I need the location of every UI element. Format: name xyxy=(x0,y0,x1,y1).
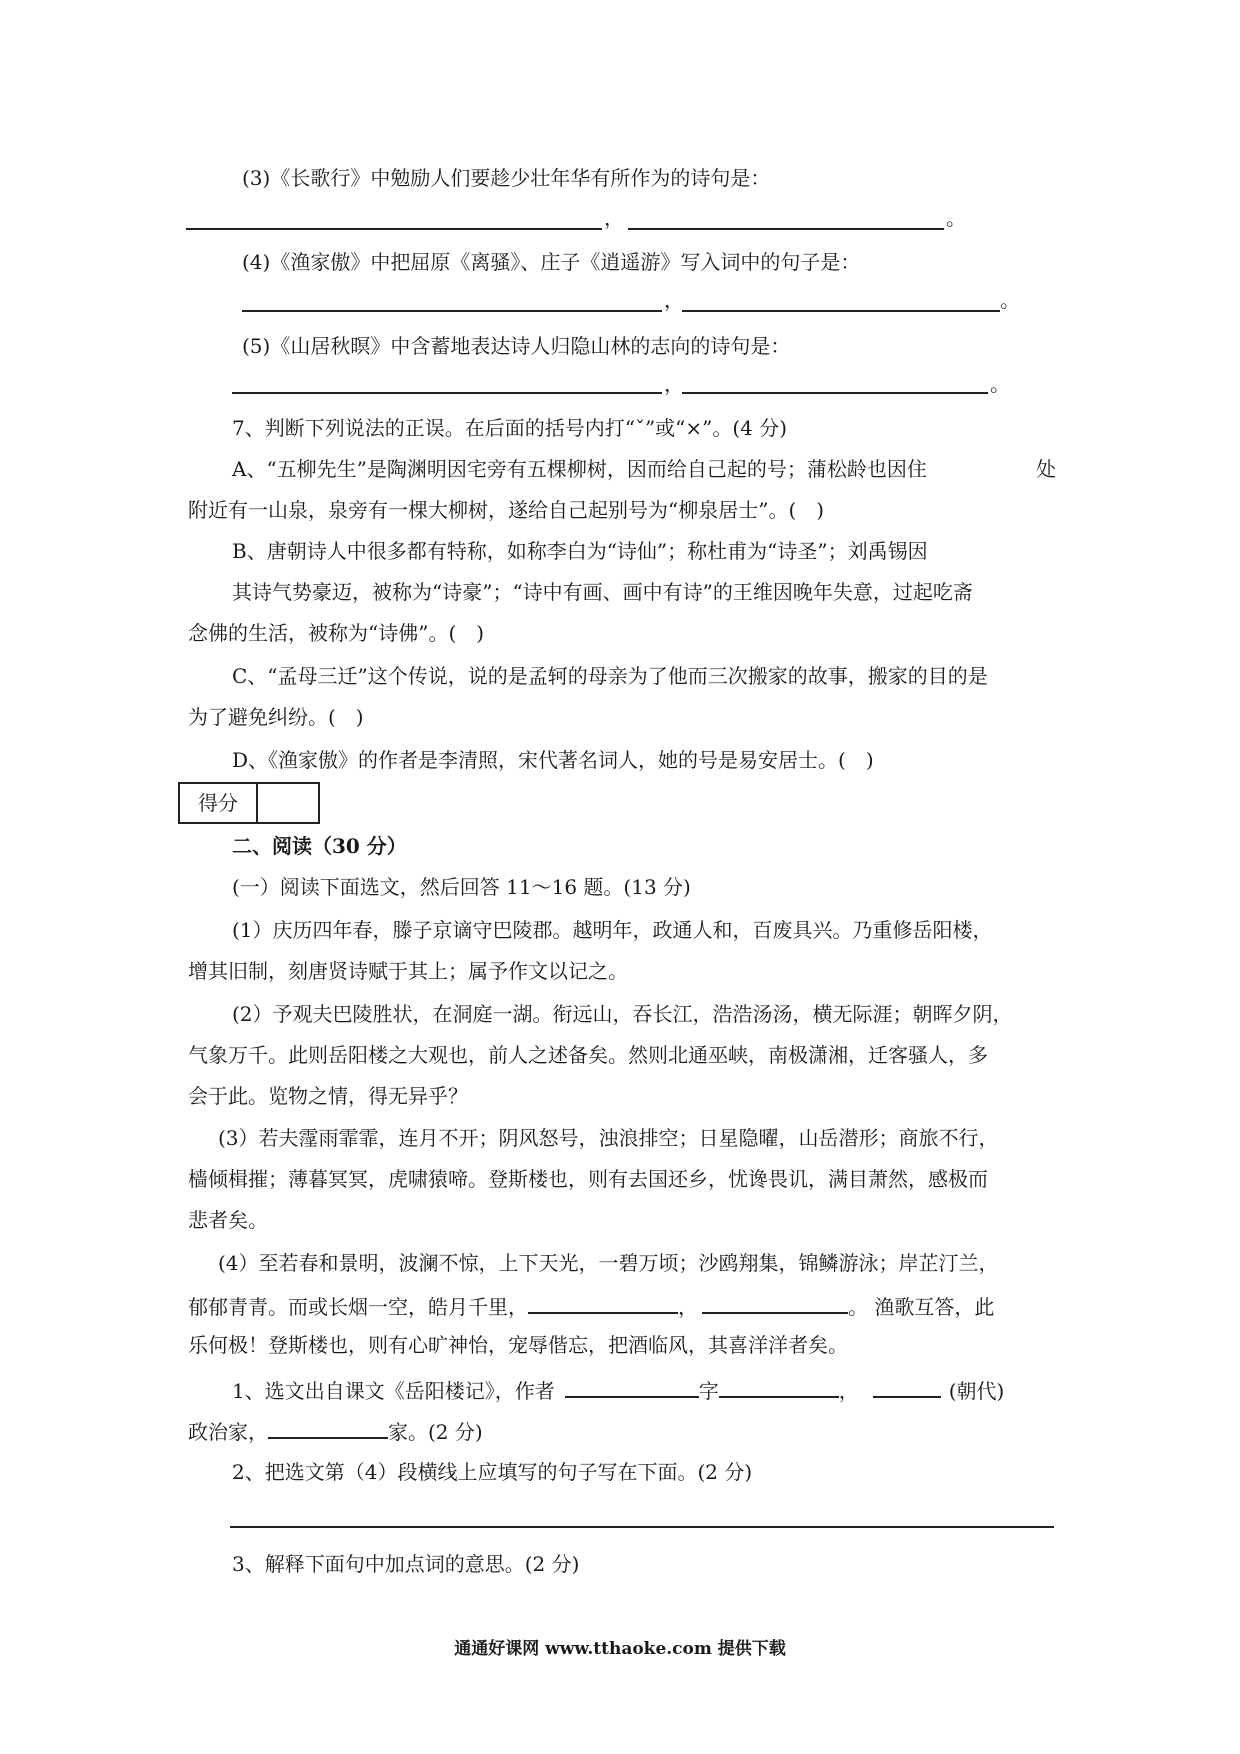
reading-intro: (一）阅读下面选文，然后回答 11～16 题。(13 分) xyxy=(232,875,691,899)
question-text: 家。(2 分) xyxy=(388,1420,483,1444)
answer-blank[interactable] xyxy=(682,310,1000,312)
question-text: 政治家， xyxy=(188,1420,268,1444)
separator-comma: ， xyxy=(678,1295,698,1319)
answer-blank[interactable] xyxy=(232,392,662,394)
poetry-question-3: (3)《长歌行》中勉励人们要趁少壮年华有所作为的诗句是： xyxy=(242,166,771,190)
separator-comma: ， xyxy=(838,1379,859,1403)
judge-item-a-line1: A、“五柳先生”是陶渊明因宅旁有五棵柳树，因而给自己起的号；蒲松龄也因住 xyxy=(232,457,927,481)
passage-p2-line3: 会于此。览物之情，得无异乎？ xyxy=(188,1084,468,1108)
answer-blank-occupation[interactable] xyxy=(268,1415,388,1439)
answer-line[interactable] xyxy=(230,1526,1054,1528)
separator-comma: ， xyxy=(664,288,684,312)
question-1-line2 xyxy=(188,1415,483,1446)
answer-blank-author[interactable] xyxy=(565,1374,699,1398)
passage-p1-line2: 增其旧制，刻唐贤诗赋于其上；属予作文以记之。 xyxy=(188,959,628,983)
passage-p4-line1: (4）至若春和景明，波澜不惊，上下天光，一碧万顷；沙鸥翔集，锦鳞游泳；岸芷汀兰， xyxy=(218,1251,999,1275)
judge-item-c-line1: C、“孟母三迁”这个传说，说的是孟轲的母亲为了他而三次搬家的故事，搬家的目的是 xyxy=(232,664,988,688)
question-text: 1、选文出自课文《岳阳楼记》，作者 xyxy=(232,1379,555,1403)
question-3: 3、解释下面句中加点词的意思。(2 分) xyxy=(232,1552,580,1576)
section-title: 二、阅读（30 分） xyxy=(232,834,407,858)
separator-period: 。 xyxy=(990,372,1010,396)
passage-p4-line2 xyxy=(188,1290,994,1321)
question-text: 字 xyxy=(698,1379,719,1403)
question-2: 2、把选文第（4）段横线上应填写的句子写在下面。(2 分) xyxy=(232,1460,753,1484)
question-text: (朝代) xyxy=(948,1379,1005,1403)
separator-comma: ， xyxy=(604,206,624,230)
score-box xyxy=(178,782,320,824)
judge-item-b-line3: 念佛的生活，被称为“诗佛”。( ) xyxy=(188,621,485,645)
passage-p1-line1: (1）庆历四年春，滕子京谪守巴陵郡。越明年，政通人和，百废具兴。乃重修岳阳楼， xyxy=(232,918,993,942)
score-label: 得分 xyxy=(180,784,258,822)
judge-item-b-line2: 其诗气势豪迈，被称为“诗豪”；“诗中有画、画中有诗”的王维因晚年失意，过起吃斋 xyxy=(232,580,973,604)
separator-period: 。 xyxy=(946,206,966,230)
judge-question-7: 7、判断下列说法的正误。在后面的括号内打“ˇ”或“×”。(4 分) xyxy=(232,416,788,440)
separator-comma: ， xyxy=(664,372,684,396)
passage-p3-line1: (3）若夫霪雨霏霏，连月不开；阴风怒号，浊浪排空；日星隐曜，山岳潜形；商旅不行， xyxy=(218,1126,999,1150)
judge-item-b-line1: B、唐朝诗人中很多都有特称，如称李白为“诗仙”；称杜甫为“诗圣”；刘禹锡因 xyxy=(232,539,928,563)
passage-blank[interactable] xyxy=(702,1290,848,1314)
judge-item-a-line2: 附近有一山泉，泉旁有一棵大柳树，遂给自己起别号为“柳泉居士”。( ) xyxy=(188,498,825,522)
answer-blank[interactable] xyxy=(628,228,944,230)
judge-item-c-line2: 为了避免纠纷。( ) xyxy=(188,705,364,729)
passage-p4-text: 郁郁青青。而或长烟一空，皓月千里， xyxy=(188,1295,528,1319)
score-value-field[interactable] xyxy=(258,784,318,822)
passage-p4-line3: 乐何极！登斯楼也，则有心旷神怡，宠辱偕忘，把酒临风，其喜洋洋者矣。 xyxy=(188,1333,848,1357)
passage-blank[interactable] xyxy=(528,1290,678,1314)
answer-blank[interactable] xyxy=(682,392,988,394)
footer-watermark: 通通好课网 www.tthaoke.com 提供下载 xyxy=(454,1639,786,1659)
passage-p4-text: 。 渔歌互答，此 xyxy=(848,1295,995,1319)
judge-item-a-line1-end: 处 xyxy=(1036,457,1056,481)
question-1-line1 xyxy=(232,1374,1004,1405)
judge-item-d: D、《渔家傲》的作者是李清照，宋代著名词人，她的号是易安居士。( ) xyxy=(232,748,874,772)
answer-blank[interactable] xyxy=(186,228,602,230)
poetry-question-4: (4)《渔家傲》中把屈原《离骚》、庄子《逍遥游》写入词中的句子是： xyxy=(242,250,861,274)
passage-p3-line3: 悲者矣。 xyxy=(188,1208,268,1232)
separator-period: 。 xyxy=(1000,288,1020,312)
passage-p2-line1: (2）予观夫巴陵胜状，在洞庭一湖。衔远山，吞长江，浩浩汤汤，横无际涯；朝晖夕阴， xyxy=(232,1002,1013,1026)
poetry-question-5: (5)《山居秋暝》中含蓄地表达诗人归隐山林的志向的诗句是： xyxy=(242,334,791,358)
answer-blank[interactable] xyxy=(242,310,662,312)
answer-blank-dynasty[interactable] xyxy=(873,1374,941,1398)
passage-p3-line2: 樯倾楫摧；薄暮冥冥，虎啸猿啼。登斯楼也，则有去国还乡，忧谗畏讥，满目萧然，感极而 xyxy=(188,1167,988,1191)
answer-blank-courtesy-name[interactable] xyxy=(719,1374,839,1398)
passage-p2-line2: 气象万千。此则岳阳楼之大观也，前人之述备矣。然则北通巫峡，南极潇湘，迁客骚人，多 xyxy=(188,1043,988,1067)
